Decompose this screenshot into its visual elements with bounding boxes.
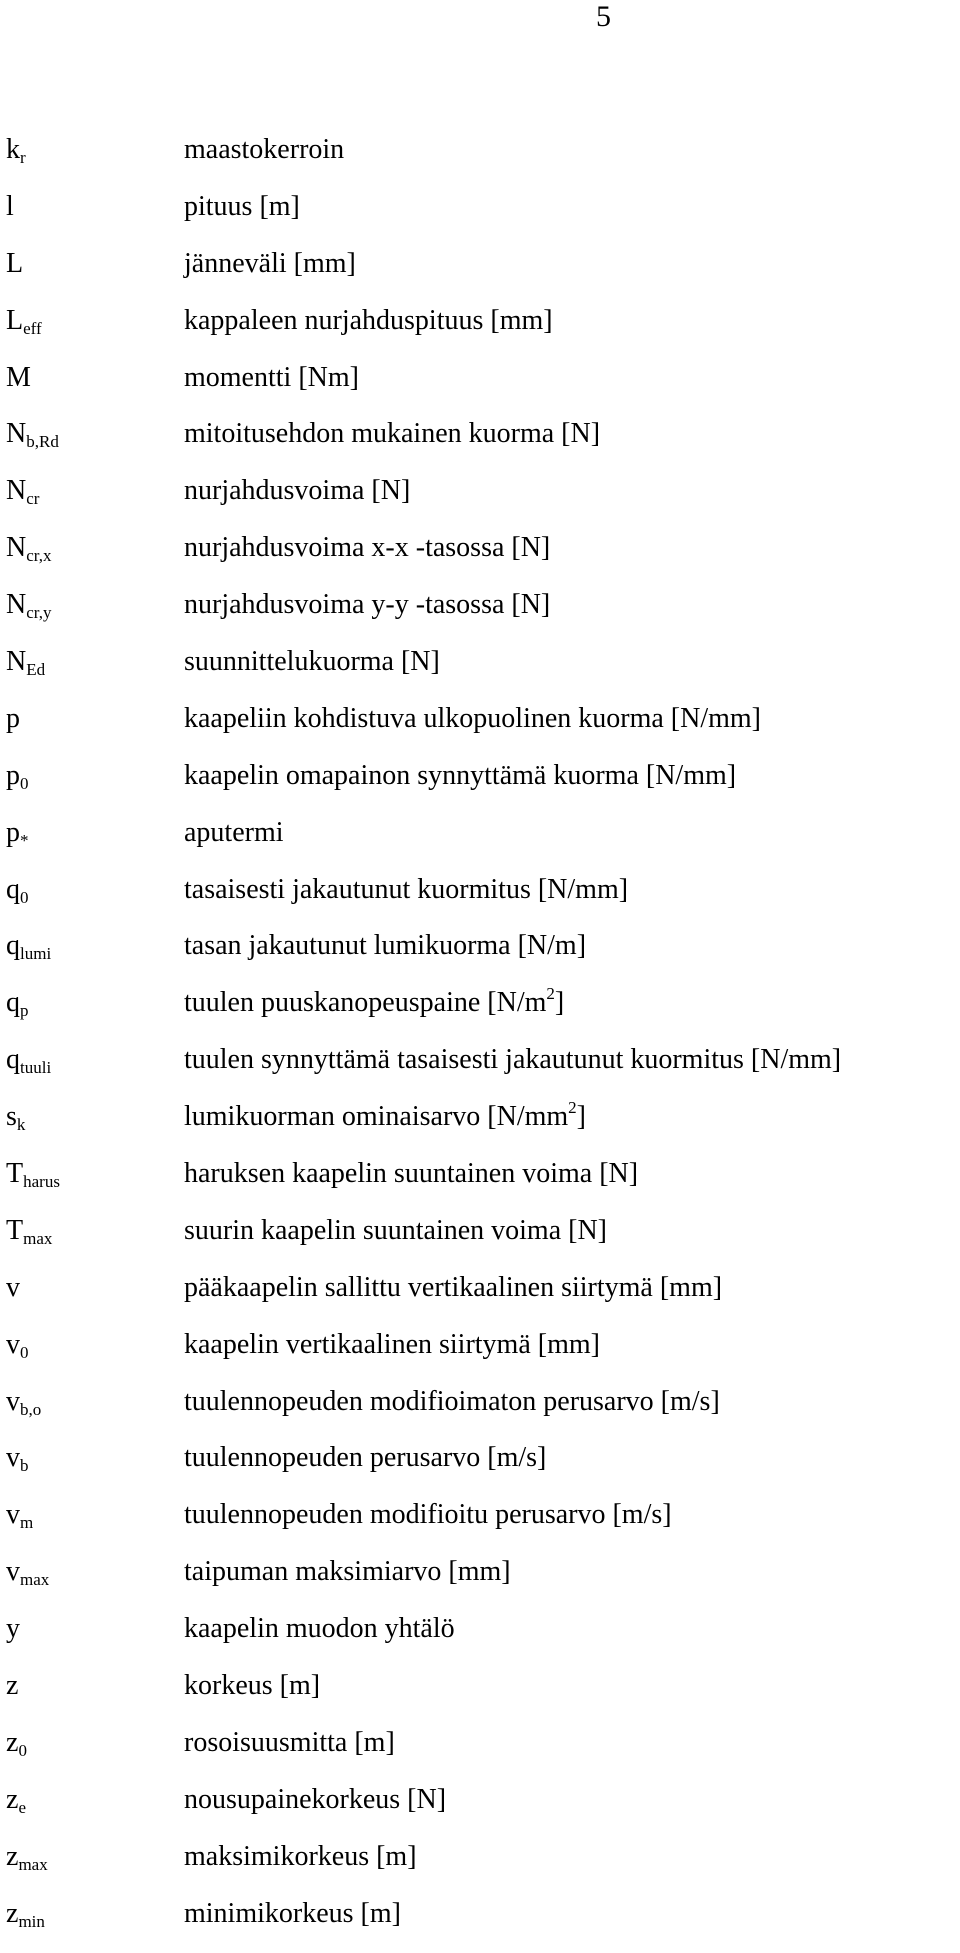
symbol-base: N: [6, 646, 27, 678]
symbol: [6, 1042, 51, 1078]
symbol-row: [6, 1611, 946, 1668]
symbol-description: nurjahdusvoima y-y -tasossa [N]: [184, 589, 551, 621]
symbol-row: [6, 189, 946, 246]
symbol-subscript: e: [18, 1797, 26, 1817]
symbol-subscript: b,o: [20, 1399, 42, 1419]
symbol-base: v: [6, 1271, 20, 1303]
symbol-base: v: [6, 1442, 20, 1474]
symbol-base: z: [6, 1783, 19, 1815]
symbol-description: kaapelin vertikaalinen siirtymä [mm]: [184, 1328, 600, 1360]
symbol-subscript: r: [20, 148, 26, 167]
symbol-subscript: cr,y: [26, 603, 52, 623]
symbol-row: [6, 758, 946, 815]
symbol-base: z: [6, 1897, 19, 1929]
symbol: [6, 1839, 48, 1875]
symbol-subscript: tuuli: [20, 1058, 52, 1078]
symbol-description: tasaisesti jakautunut kuormitus [N/mm]: [184, 873, 629, 905]
symbol: [6, 1270, 20, 1306]
symbol: [6, 872, 29, 908]
symbol-row: [6, 644, 946, 701]
symbol-subscript: *: [20, 830, 29, 850]
symbol-base: L: [6, 247, 24, 279]
symbol-base: p: [6, 759, 20, 791]
symbol-row: [6, 1270, 946, 1327]
symbol-subscript: lumi: [20, 944, 52, 964]
symbol-row: [6, 473, 946, 530]
symbol-base: v: [6, 1556, 20, 1588]
symbol-row: [6, 1327, 946, 1384]
symbol-row: [6, 1042, 946, 1099]
symbol-row: [6, 1725, 946, 1782]
symbol-row: [6, 416, 946, 473]
symbol-row: [6, 1156, 946, 1213]
symbol-subscript: m: [20, 1513, 34, 1533]
symbol-base: q: [6, 1044, 20, 1076]
symbol: [6, 473, 39, 509]
symbol-subscript: harus: [23, 1172, 60, 1192]
symbol-base: N: [6, 418, 27, 450]
symbol: [6, 303, 42, 339]
symbol-description: lumikuorman ominaisarvo $[N/mm^2]$: [184, 1098, 586, 1133]
symbol-base: v: [6, 1328, 20, 1360]
symbol-base: q: [6, 987, 20, 1019]
symbol: [6, 1213, 52, 1249]
symbol-description: nurjahdusvoima x-x -tasossa [N]: [184, 532, 551, 564]
symbol-description: tuulennopeuden perusarvo [m/s]: [184, 1442, 547, 1474]
symbol: [6, 1327, 29, 1363]
symbol: [6, 928, 51, 964]
symbol-base: N: [6, 589, 27, 621]
symbol-description: korkeus [m]: [184, 1670, 321, 1702]
symbol-subscript: cr,x: [26, 546, 52, 566]
symbol: [6, 1668, 18, 1704]
symbol-description: kaapelin omapainon synnyttämä kuorma [N/mm]: [184, 759, 737, 791]
symbol: [6, 1725, 27, 1761]
symbol-description: rosoisuusmitta [m]: [184, 1726, 395, 1758]
symbol-base: L: [6, 304, 24, 336]
symbol-base: k: [6, 134, 20, 165]
symbol-description: mitoitusehdon mukainen kuorma [N]: [184, 418, 601, 450]
symbol-subscript: max: [23, 1228, 53, 1248]
symbol: [6, 701, 20, 737]
symbol-base: T: [6, 1214, 24, 1246]
symbol-subscript: b,Rd: [26, 432, 59, 452]
symbol: [6, 1440, 29, 1476]
symbol: [6, 360, 31, 396]
symbol-row: [6, 132, 946, 189]
symbol-subscript: max: [18, 1854, 48, 1874]
symbol: [6, 1099, 25, 1135]
symbol-description: aputermi: [184, 816, 284, 848]
description-superscript: 2: [568, 1098, 577, 1118]
symbol-row: [6, 1554, 946, 1611]
symbol-row: [6, 1896, 946, 1953]
symbol-description: tuulennopeuden modifioimaton perusarvo [m/s]: [184, 1385, 720, 1417]
symbol-subscript: b: [20, 1456, 29, 1476]
symbol-description: maksimikorkeus [m]: [184, 1840, 417, 1872]
symbol-base: v: [6, 1385, 20, 1417]
symbol-row: [6, 530, 946, 587]
symbol-base: N: [6, 532, 27, 564]
symbol-subscript: cr: [26, 489, 40, 509]
symbol-description: suurin kaapelin suuntainen voima [N]: [184, 1214, 608, 1246]
symbol: [6, 1156, 60, 1192]
description-superscript: 2: [546, 984, 555, 1004]
symbol-description: kaapelin muodon yhtälö: [184, 1613, 455, 1645]
symbol-base: T: [6, 1158, 24, 1190]
symbol: [6, 1896, 45, 1932]
symbol-row: [6, 587, 946, 644]
symbol-row: [6, 1668, 946, 1725]
symbol-description: suunnittelukuorma [N]: [184, 646, 440, 678]
symbol-description: minimikorkeus [m]: [184, 1897, 401, 1929]
symbol-description: jänneväli [mm]: [184, 247, 356, 279]
symbol: [6, 246, 23, 282]
symbol: [6, 1554, 49, 1590]
symbol-description: momentti [Nm]: [184, 361, 359, 393]
symbol-description: haruksen kaapelin suuntainen voima [N]: [184, 1158, 639, 1190]
symbol-description: nousupainekorkeus [N]: [184, 1783, 447, 1815]
symbol: [6, 587, 52, 623]
symbol-base: v: [6, 1499, 20, 1531]
symbol-description: tuulen puuskanopeuspaine $[N/m^2]$: [184, 984, 565, 1019]
symbol-row: [6, 1213, 946, 1270]
symbol-description: tuulennopeuden modifioitu perusarvo [m/s]: [184, 1499, 672, 1531]
page-number-text: 5: [596, 0, 611, 33]
symbol-subscript: min: [18, 1911, 45, 1931]
symbol-base: q: [6, 930, 20, 962]
symbol-base: l: [6, 190, 14, 222]
symbol: [6, 1611, 20, 1647]
symbol-base: z: [6, 1670, 19, 1702]
symbol-subscript: Ed: [26, 660, 46, 680]
symbol-subscript: 0: [20, 887, 29, 907]
symbol: [6, 530, 52, 566]
symbol-subscript: 0: [20, 1342, 29, 1362]
symbol-subscript: eff: [23, 318, 42, 338]
symbol-base: s: [6, 1101, 17, 1133]
symbol-row: [6, 1839, 946, 1896]
symbol-description: pääkaapelin sallittu vertikaalinen siirtymä [mm]: [184, 1271, 723, 1303]
symbol-row: [6, 1099, 946, 1156]
symbol-row: [6, 1384, 946, 1441]
symbol-subscript: 0: [20, 773, 29, 793]
symbol-description: taipuman maksimiarvo [mm]: [184, 1556, 511, 1588]
symbol-row: [6, 1782, 946, 1839]
symbol-row: [6, 928, 946, 985]
symbol-row: [6, 701, 946, 758]
symbol-base: M: [6, 361, 31, 393]
symbol-base: z: [6, 1840, 19, 1872]
symbol-row: [6, 985, 946, 1042]
symbol-description: nurjahdusvoima [N]: [184, 475, 411, 507]
symbol-description: tuulen synnyttämä tasaisesti jakautunut kuormitus [N/mm]: [184, 1044, 842, 1076]
symbol-subscript: max: [20, 1570, 50, 1590]
symbol: [6, 985, 29, 1021]
symbol-description: kappaleen nurjahduspituus [mm]: [184, 304, 553, 336]
symbol-row: [6, 1497, 946, 1554]
symbol: [6, 416, 59, 452]
symbol-base: z: [6, 1726, 19, 1758]
symbol-description: pituus [m]: [184, 190, 300, 222]
symbol: [6, 758, 29, 794]
symbol-row: [6, 815, 946, 872]
symbol-description: maastokerroin: [184, 134, 345, 165]
symbol-row: [6, 1440, 946, 1497]
symbol-row: [6, 360, 946, 417]
symbol: [6, 132, 26, 168]
symbol-base: N: [6, 475, 27, 507]
symbol-subscript: 0: [18, 1740, 27, 1760]
symbol-base: p: [6, 816, 20, 848]
symbol-subscript: p: [20, 1001, 29, 1021]
symbol-subscript: k: [16, 1115, 26, 1135]
symbol-list: [6, 132, 946, 1953]
symbol-row: [6, 872, 946, 929]
symbol-description: kaapeliin kohdistuva ulkopuolinen kuorma [N/mm]: [184, 702, 762, 734]
symbol: [6, 189, 14, 225]
symbol-base: p: [6, 702, 20, 734]
symbol-description: tasan jakautunut lumikuorma [N/m]: [184, 930, 587, 962]
symbol-row: [6, 246, 946, 303]
symbol: [6, 815, 29, 851]
symbol: [6, 644, 45, 680]
symbol-base: q: [6, 873, 20, 905]
symbol: [6, 1497, 33, 1533]
symbol: [6, 1384, 41, 1420]
symbol: [6, 1782, 26, 1818]
symbol-base: y: [6, 1613, 20, 1645]
symbol-row: [6, 303, 946, 360]
